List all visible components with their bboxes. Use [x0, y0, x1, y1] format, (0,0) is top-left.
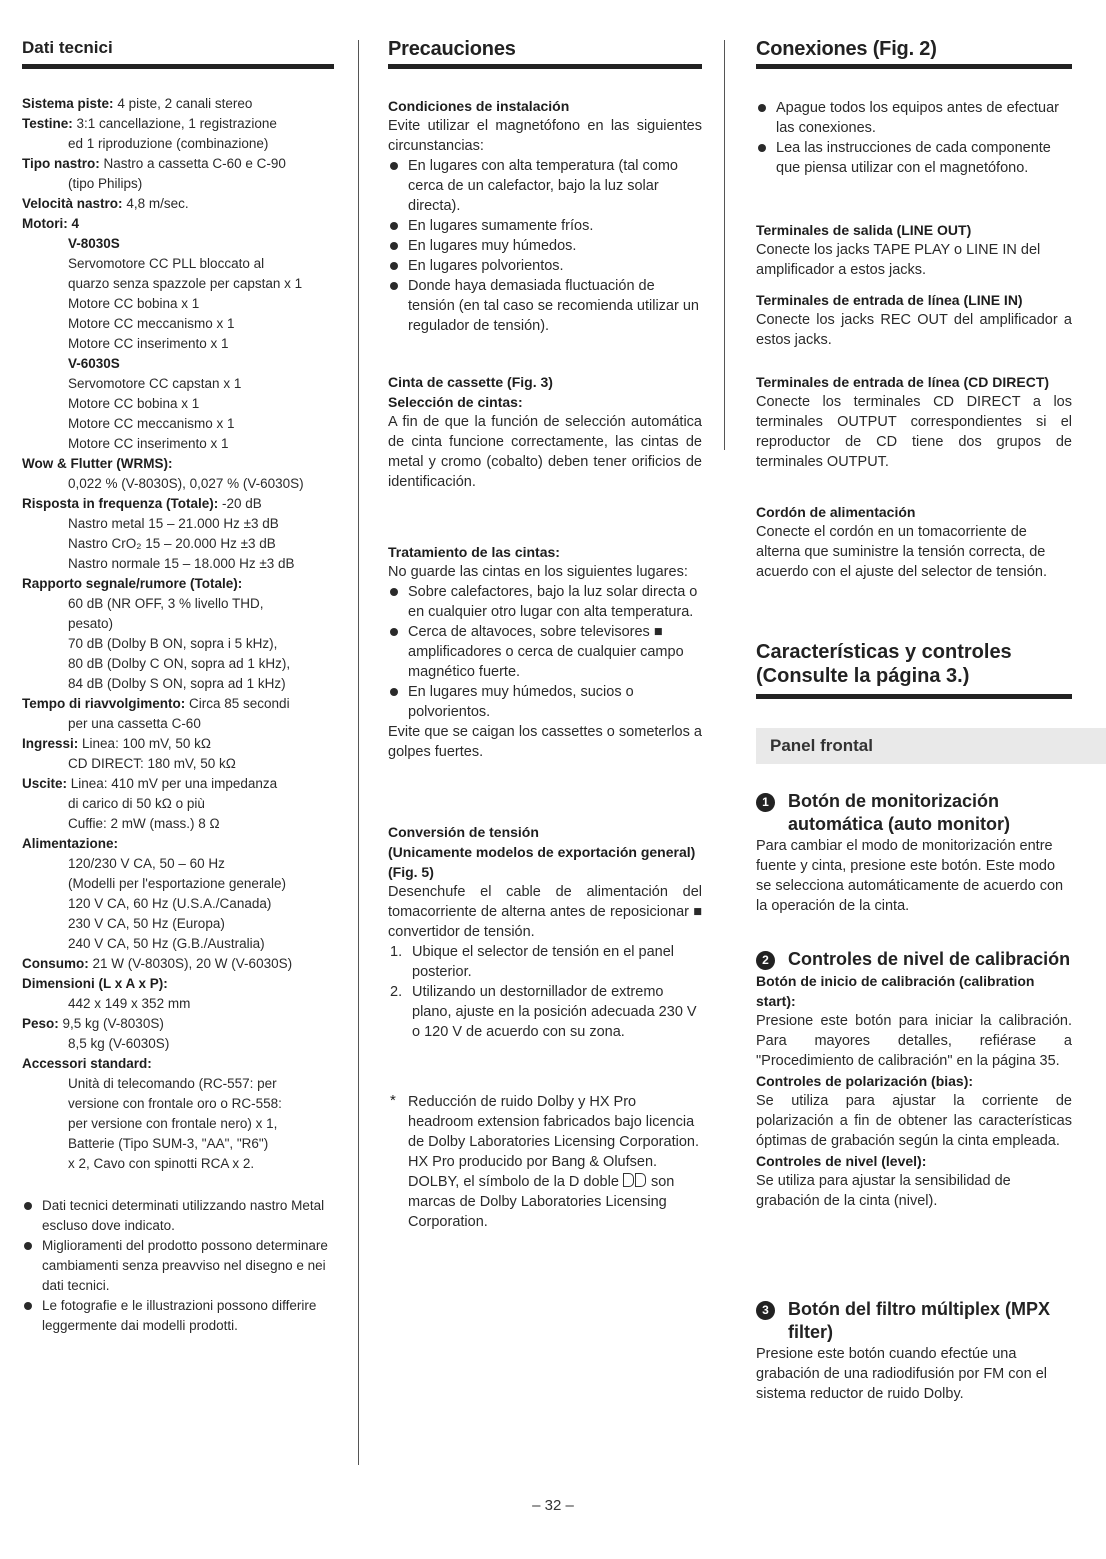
voltage-step: 2. Utilizando un destornillador de extremo plano, ajuste en la posición adecuada 230 V o 120 V de acuerdo con su zona. — [390, 984, 697, 1040]
voltage-subtitle: (Unicamente modelos de exportación general) (Fig. 5) — [388, 844, 696, 880]
freq-line: Nastro metal 15 – 21.000 Hz ±3 dB — [68, 516, 279, 531]
feature-item-3 — [756, 1298, 1072, 1404]
lineout-title: Terminales de salida (LINE OUT) — [756, 222, 972, 238]
note-item: Miglioramenti del prodotto possono determinare cambiamenti senza preavviso nel disegno e nei dati tecnici. — [22, 1236, 334, 1296]
column-divider-right — [724, 40, 725, 450]
motor-line: Motore CC inserimento x 1 — [68, 436, 229, 451]
acc-line: versione con frontale oro o RC-558: — [68, 1096, 282, 1111]
power-line: 120/230 V CA, 50 – 60 Hz — [68, 856, 225, 871]
cassette-text: A fin de que la función de selección automática de cinta funcione correctamente, las cintas de metal y cromo (cobalto) deben tener orificios de identificación. — [388, 414, 702, 490]
features-subtitle: (Consulte la página 3.) — [756, 665, 970, 687]
voltage-text: Desenchufe el cable de alimentación del tomacorriente de alterna antes de reposicionar ■ convertidor de tensión. — [388, 884, 702, 940]
cord-block — [756, 502, 1072, 582]
feature-subtitle: Botón de inicio de calibración (calibration start): — [756, 973, 1035, 1009]
features-rule — [756, 694, 1072, 699]
acc-line: per versione con frontale nero) x 1, — [68, 1116, 278, 1131]
feature-item-2 — [756, 948, 1072, 1211]
spec-tempo-cont: per una cassetta C-60 — [68, 716, 201, 731]
install-item: En lugares polvorientos. — [388, 256, 702, 276]
feature-title: 2 Controles de nivel de calibración — [756, 948, 1072, 971]
motor-line: Motore CC meccanismo x 1 — [68, 416, 235, 431]
spec-uscite-cont: di carico di 50 kΩ o più — [68, 796, 205, 811]
spec-ingressi-cont: CD DIRECT: 180 mV, 50 kΩ — [68, 756, 236, 771]
cd-text: Conecte los terminales CD DIRECT a los terminales OUTPUT correspondientes si el reproductor de CD tiene dos grupos de terminales OUTPUT. — [756, 394, 1072, 470]
treatment-intro: No guarde las cintas en los siguientes lugares: — [388, 564, 688, 580]
feature-title: 3 Botón del filtro múltiplex (MPX filter) — [756, 1298, 1072, 1344]
feature-text: Presione este botón cuando efectúe una grabación de una radiodifusión por FM con el sistema reductor de ruido Dolby. — [756, 1346, 1047, 1402]
power-line: (Modelli per l'esportazione generale) — [68, 876, 286, 891]
front-panel-label: Panel frontal — [770, 736, 873, 755]
treatment-item: Sobre calefactores, bajo la luz solar directa o en cualquier otro lugar con alta temperatura. — [388, 582, 702, 622]
feature-text: Se utiliza para ajustar la corriente de polarización a fin de obtener las características óptimas de grabación según la cinta empleada. — [756, 1093, 1072, 1149]
heading-rule — [756, 64, 1072, 69]
feature-text: Para cambiar el modo de monitorización entre fuente y cinta, presione este botón. Este modo se selecciona automáticamente de acuerdo con la operación de la cinta. — [756, 838, 1064, 914]
spec-tempo: Tempo di riavvolgimento: Circa 85 secondi — [22, 696, 290, 711]
snr-line: 70 dB (Dolby B ON, sopra i 5 kHz), — [68, 636, 278, 651]
install-intro: Evite utilizar el magnetófono en las siguientes circunstancias: — [388, 118, 702, 154]
connection-item: Lea las instrucciones de cada componente que piensa utilizar con el magnetófono. — [756, 138, 1072, 178]
spec-peso: Peso: 9,5 kg (V-8030S) — [22, 1016, 164, 1031]
features-heading-block — [756, 640, 1072, 699]
section-heading-conexiones: Conexiones (Fig. 2) — [756, 38, 937, 60]
number-circle-icon: 3 — [756, 1301, 775, 1320]
treatment-item: En lugares muy húmedos, sucios o polvorientos. — [388, 682, 702, 722]
install-item: En lugares sumamente fríos. — [388, 216, 702, 236]
spec-wow-label: Wow & Flutter (WRMS): — [22, 456, 173, 471]
spec-alimentazione-label: Alimentazione: — [22, 836, 119, 851]
connections-intro — [756, 98, 1072, 178]
motor-line: Motore CC bobina x 1 — [68, 296, 200, 311]
column-conexiones — [756, 0, 1072, 1420]
cassette-title: Cinta de cassette (Fig. 3) — [388, 374, 553, 390]
spec-consumo: Consumo: 21 W (V-8030S), 20 W (V-6030S) — [22, 956, 293, 971]
cd-title: Terminales de entrada de línea (CD DIRECT) — [756, 374, 1050, 390]
cd-block — [756, 372, 1072, 472]
spec-sistema-piste: Sistema piste: 4 piste, 2 canali stereo — [22, 96, 253, 111]
snr-line: 80 dB (Dolby C ON, sopra ad 1 kHz), — [68, 656, 291, 671]
spec-tipo-nastro: Tipo nastro: Nastro a cassetta C-60 e C-90 — [22, 156, 286, 171]
page-number: – 32 – — [532, 1497, 574, 1514]
linein-block — [756, 290, 1072, 350]
specs-block — [22, 94, 334, 1174]
motor-line: Servomotore CC PLL bloccato al — [68, 256, 265, 271]
treatment-title: Tratamiento de las cintas: — [388, 544, 560, 560]
spec-risposta: Risposta in frequenza (Totale): -20 dB — [22, 496, 262, 511]
power-line: 240 V CA, 50 Hz (G.B./Australia) — [68, 936, 265, 951]
power-line: 230 V CA, 50 Hz (Europa) — [68, 916, 225, 931]
install-item: Donde haya demasiada fluctuación de tensión (en tal caso se recomienda utilizar un regulador de tensión). — [388, 276, 702, 336]
install-item: En lugares muy húmedos. — [388, 236, 702, 256]
spec-testine-cont: ed 1 riproduzione (combinazione) — [68, 136, 269, 151]
feature-subtitle: Controles de polarización (bias): — [756, 1073, 974, 1089]
features-title: Características y controles — [756, 641, 1012, 663]
footnote-asterisk: * — [390, 1092, 396, 1109]
spec-ingressi: Ingressi: Linea: 100 mV, 50 kΩ — [22, 736, 211, 751]
treatment-block — [388, 542, 702, 762]
connection-item: Apague todos los equipos antes de efectuar las conexiones. — [756, 98, 1072, 138]
voltage-title: Conversión de tensión — [388, 824, 539, 840]
column-dati-tecnici — [22, 0, 334, 1400]
cassette-block — [388, 372, 702, 492]
voltage-block — [388, 822, 702, 1042]
power-line: 120 V CA, 60 Hz (U.S.A./Canada) — [68, 896, 272, 911]
freq-line: Nastro CrO₂ 15 – 20.000 Hz ±3 dB — [68, 536, 276, 551]
motor-line: Servomotore CC capstan x 1 — [68, 376, 242, 391]
spec-uscite-cont: Cuffie: 2 mW (mass.) 8 Ω — [68, 816, 220, 831]
section-heading-precauciones: Precauciones — [388, 38, 516, 60]
install-item: En lugares con alta temperatura (tal como cerca de un calefactor, bajo la luz solar directa). — [388, 156, 702, 216]
voltage-step: 1. Ubique el selector de tensión en el panel posterior. — [390, 944, 674, 980]
spec-testine: Testine: 3:1 cancellazione, 1 registrazione — [22, 116, 277, 131]
treatment-item: Cerca de altavoces, sobre televisores ■ amplificadores o cerca de cualquier campo magnético fuerte. — [388, 622, 702, 682]
heading-rule — [22, 64, 334, 69]
acc-line: x 2, Cavo con spinotti RCA x 2. — [68, 1156, 255, 1171]
freq-line: Nastro normale 15 – 18.000 Hz ±3 dB — [68, 556, 295, 571]
spec-wow-value: 0,022 % (V-8030S), 0,027 % (V-6030S) — [68, 476, 304, 491]
motor-line: Motore CC meccanismo x 1 — [68, 316, 235, 331]
snr-line: 60 dB (NR OFF, 3 % livello THD, — [68, 596, 264, 611]
spec-dimensioni-value: 442 x 149 x 352 mm — [68, 996, 191, 1011]
lineout-block — [756, 220, 1072, 280]
model-v6030s: V-6030S — [68, 356, 120, 371]
feature-text: Se utiliza para ajustar la sensibilidad de grabación de la cinta (nivel). — [756, 1173, 1011, 1209]
heading-rule — [388, 64, 702, 69]
spec-dimensioni-label: Dimensioni (L x A x P): — [22, 976, 168, 991]
snr-line: 84 dB (Dolby S ON, sopra ad 1 kHz) — [68, 676, 286, 691]
install-block — [388, 96, 702, 336]
spec-uscite: Uscite: Linea: 410 mV per una impedanza — [22, 776, 278, 791]
column-divider-left — [358, 40, 359, 1465]
spec-tipo-nastro-cont: (tipo Philips) — [68, 176, 143, 191]
spec-accessori-label: Accessori standard: — [22, 1056, 152, 1071]
column-precauciones — [388, 0, 702, 1400]
number-circle-icon: 1 — [756, 793, 775, 812]
dolby-trademark-text: DOLBY, el símbolo de la D doble son marcas de Dolby Laboratories Licensing Corporation. — [408, 1174, 675, 1230]
treatment-outro: Evite que se caigan los cassettes o someterlos a golpes fuertes. — [388, 724, 702, 760]
feature-subtitle: Controles de nivel (level): — [756, 1153, 927, 1169]
install-title: Condiciones de instalación — [388, 98, 570, 114]
spec-peso-cont: 8,5 kg (V-6030S) — [68, 1036, 170, 1051]
feature-text: Presione este botón para iniciar la calibración. Para mayores detalles, refiérase a "Procedimiento de calibración" en la página 35. — [756, 1013, 1072, 1069]
acc-line: Unità di telecomando (RC-557: per — [68, 1076, 277, 1091]
note-item: Le fotografie e le illustrazioni possono differire leggermente dai modelli prodotti. — [22, 1296, 334, 1336]
section-heading-dati-tecnici: Dati tecnici — [22, 38, 113, 57]
lineout-text: Conecte los jacks TAPE PLAY o LINE IN del amplificador a estos jacks. — [756, 242, 1041, 278]
spec-velocita: Velocità nastro: 4,8 m/sec. — [22, 196, 189, 211]
linein-title: Terminales de entrada de línea (LINE IN) — [756, 292, 1023, 308]
model-v8030s: V-8030S — [68, 236, 120, 251]
note-item: Dati tecnici determinati utilizzando nastro Metal escluso dove indicato. — [22, 1196, 334, 1236]
cord-text: Conecte el cordón en un tomacorriente de alterna que suministre la tensión correcta, de acuerdo con el ajuste del selector de tensión. — [756, 524, 1047, 580]
cord-title: Cordón de alimentación — [756, 504, 916, 520]
feature-title: 1 Botón de monitorización automática (auto monitor) — [756, 790, 1072, 836]
dolby-note-text: Reducción de ruido Dolby y HX Pro headroom extension fabricados bajo licencia de Dolby Laboratories Licensing Corporation. HX Pro producido por Bang & Olufsen. — [408, 1094, 699, 1170]
number-circle-icon: 2 — [756, 951, 775, 970]
spec-motori: Motori: 4 — [22, 216, 80, 231]
motor-line: Motore CC inserimento x 1 — [68, 336, 229, 351]
motor-line: quarzo senza spazzole per capstan x 1 — [68, 276, 303, 291]
snr-line: pesato) — [68, 616, 114, 631]
notes-block — [22, 1196, 334, 1336]
feature-item-1 — [756, 790, 1072, 916]
dolby-note-block — [388, 1092, 702, 1232]
spec-snr-label: Rapporto segnale/rumore (Totale): — [22, 576, 243, 591]
linein-text: Conecte los jacks REC OUT del amplificador a estos jacks. — [756, 312, 1072, 348]
front-panel-header — [756, 728, 1106, 764]
double-d-icon — [623, 1174, 647, 1190]
acc-line: Batterie (Tipo SUM-3, "AA", "R6") — [68, 1136, 269, 1151]
motor-line: Motore CC bobina x 1 — [68, 396, 200, 411]
cassette-subtitle: Selección de cintas: — [388, 394, 523, 410]
